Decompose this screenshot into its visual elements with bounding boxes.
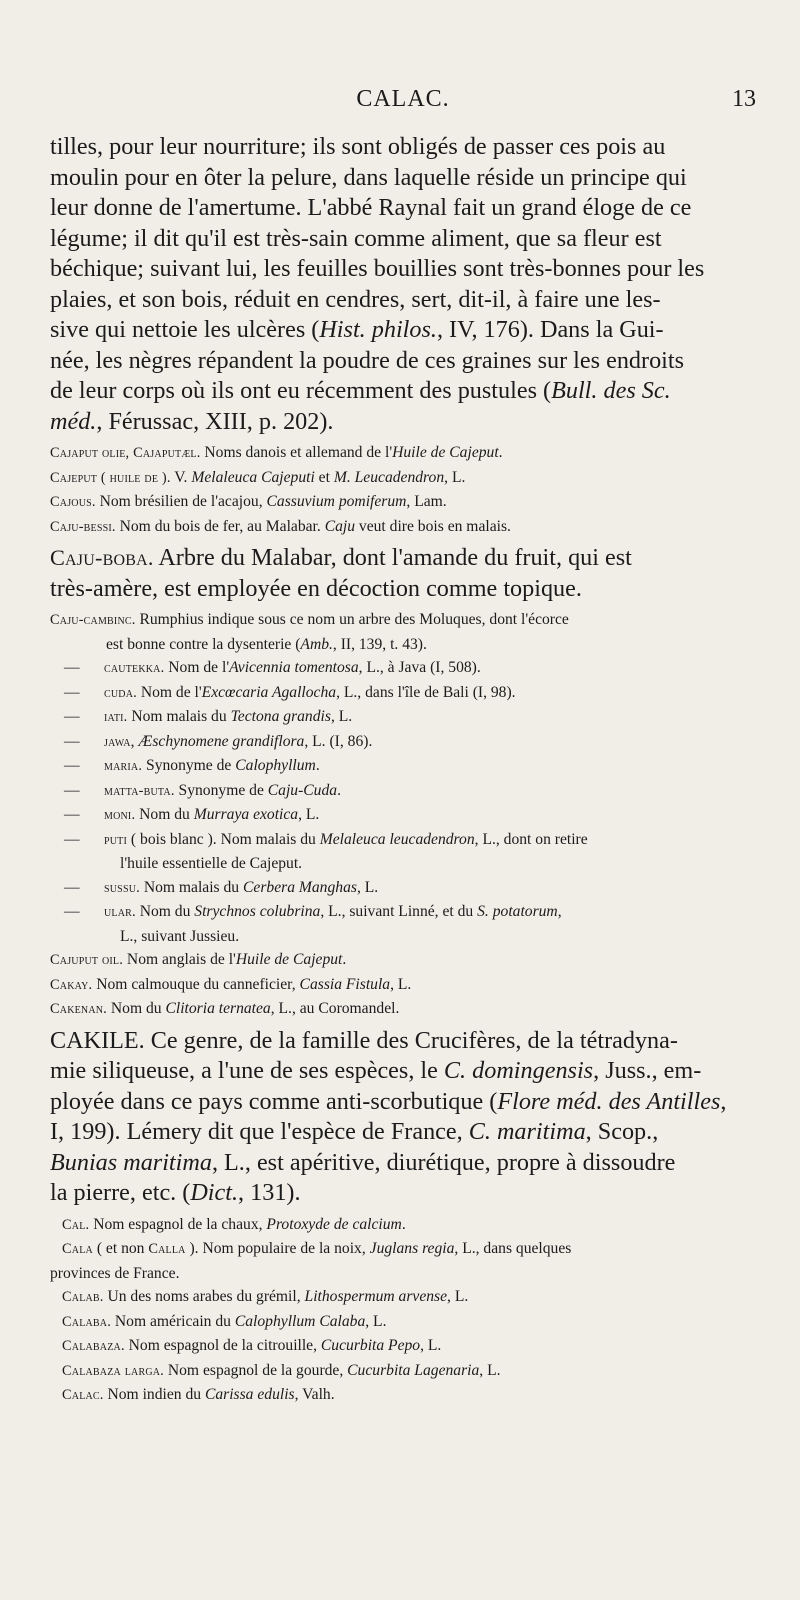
dash-marker: — (64, 903, 80, 920)
page (0, 86, 800, 1600)
species-name: Cassuvium pomiferum (266, 493, 407, 510)
species-name: Caju (324, 517, 356, 535)
entry-headword: moni. (104, 807, 136, 823)
text-run: Nom brésilien de l'acajou, (95, 493, 267, 510)
dash-marker: — (64, 878, 80, 896)
text-run: Nom calmouque du canneficier, (92, 975, 300, 993)
entry-headword: iati. (104, 709, 128, 725)
text-run: Nom indien du (103, 1386, 205, 1403)
entry-headword: Calabaza larga. (62, 1362, 164, 1379)
text-run: , (557, 903, 562, 920)
text-run: . (337, 781, 341, 799)
entry-cakay (50, 973, 756, 998)
species-name: Æschynomene grandiflora (138, 732, 305, 750)
text-line (50, 1056, 756, 1087)
text-line (50, 633, 756, 657)
dash-marker: — (64, 732, 80, 750)
species-name: Caju-Cuda (267, 781, 338, 799)
text-run: , L. (479, 1361, 501, 1379)
text-line (50, 376, 756, 407)
text-line: légume; il dit qu'il est très-sain comme aliment, que sa fleur est (50, 224, 662, 252)
text-line: très-amère, est employée en décoction comme topique. (50, 574, 582, 602)
text-run: ). Nom populaire de la noix, (185, 1240, 370, 1257)
entry-headword: CAKILE. (50, 1026, 145, 1054)
entry-caju-boba (50, 543, 756, 604)
text-run: , L. (330, 708, 353, 725)
entry-cajeput (50, 466, 756, 491)
text-run: , L. (356, 878, 379, 896)
entry-headword: Caju-boba. (50, 545, 154, 570)
sub-entry-ular (50, 900, 756, 925)
text-run: Nom du bois de fer, au Malabar. (115, 517, 325, 535)
entry-headword: Cajeput ( huile de ). (50, 469, 171, 486)
text-run: , L., au Coromandel. (270, 1000, 400, 1017)
running-header (50, 86, 756, 132)
text-run: , Juss., em- (593, 1057, 702, 1084)
entry-headword: puti (104, 831, 128, 848)
text-run: la pierre, etc. ( (50, 1179, 191, 1206)
entry-caju-bessi (50, 515, 756, 540)
species-name: Melaleuca leucadendron (319, 830, 475, 848)
entry-cal (50, 1213, 756, 1238)
text-run: , IV, 176). Dans la Gui- (436, 316, 664, 343)
text-run: . (401, 1215, 406, 1233)
text-run: de leur corps où ils ont eu récemment des pustules ( (50, 377, 552, 404)
text-run: Noms danois et allemand de l' (200, 444, 393, 461)
text-run: V. (170, 468, 192, 486)
text-run: ( bois blanc ). Nom malais du (127, 830, 320, 848)
text-run: , L. (447, 1288, 469, 1305)
species-name: Cucurbita Lagenaria (347, 1361, 480, 1379)
text-run: , L. (I, 86). (304, 732, 373, 750)
citation: Bull. des Sc. (551, 377, 671, 404)
text-line (50, 608, 756, 633)
text-run: Nom espagnol de la chaux, (89, 1215, 267, 1233)
text-run: Synonyme de (142, 757, 236, 774)
species-name: Strychnos colubrina (194, 903, 321, 920)
species-name: Tectona grandis (230, 708, 331, 725)
text-run: Un des noms arabes du grémil, (103, 1288, 305, 1305)
text-run: , L., à Java (I, 508). (358, 659, 481, 676)
dash-marker: — (64, 683, 80, 701)
dash-marker: — (64, 781, 80, 799)
sub-entry-moni (50, 803, 756, 828)
text-run: Ce genre, de la famille des Crucifères, de la tétradyna- (144, 1026, 678, 1054)
text-run: , 131). (238, 1179, 301, 1206)
text-run: Nom de l' (136, 683, 202, 701)
species-name: C. domingensis (443, 1057, 594, 1084)
text-run: , L., suivant Linné, et du (320, 903, 478, 920)
entry-headword: Calac. (62, 1387, 104, 1403)
text-run: Nom du (106, 1000, 166, 1017)
entry-headword: Caju-bessi. (50, 518, 116, 535)
text-run: , Lam. (406, 493, 447, 510)
species-name: Protoxyde de calcium (266, 1215, 402, 1233)
text-run: veut dire bois en malais. (355, 517, 511, 535)
dash-marker: — (64, 806, 80, 823)
text-run: Nom du (135, 806, 194, 823)
text-run: Nom américain du (111, 1312, 235, 1330)
text-run: , L., dans quelques (454, 1240, 572, 1257)
species-name: Excœcaria Agallocha (201, 683, 337, 701)
entry-headword: Cajuput oil. (50, 952, 124, 968)
entry-caju-cambinc (50, 608, 756, 656)
text-run: Arbre du Malabar, dont l'amande du fruit, qui est (153, 544, 632, 571)
running-title: CALAC. (356, 86, 450, 112)
text-run: Rumphius indique sous ce nom un arbre des Moluques, dont l'écorce (135, 611, 569, 628)
text-line: provinces de France. (50, 1264, 180, 1282)
citation: Hist. philos. (319, 316, 437, 343)
entry-calaba (50, 1310, 756, 1335)
text-run: Nom espagnol de la citrouille, (124, 1337, 321, 1354)
species-name: Juglans regia (369, 1240, 455, 1257)
entry-cajaput-olie (50, 441, 756, 466)
text-run: Nom du (135, 903, 195, 920)
text-run: Nom malais du (139, 878, 244, 896)
text-run: , L., dont on retire (474, 830, 588, 848)
entry-headword: Calabaza. (62, 1338, 125, 1354)
species-name: Cucurbita Pepo (320, 1337, 421, 1354)
entry-calab (50, 1285, 756, 1310)
citation: Flore méd. des Antilles (497, 1087, 721, 1115)
species-name: Carissa edulis (204, 1386, 295, 1403)
sub-entry-matta-buta (50, 779, 756, 804)
text-run: , L. (298, 806, 320, 823)
entry-headword: Cal. (62, 1216, 90, 1233)
entry-headword: Caju-cambinc. (50, 612, 136, 628)
sub-entry-list (50, 656, 756, 948)
text-run: Synonyme de (174, 781, 268, 799)
species-name: Lithospermum arvense (304, 1288, 448, 1305)
text-run: ( et non (92, 1240, 149, 1257)
dash-marker: — (64, 708, 80, 725)
dash-marker: — (64, 659, 80, 676)
species-name: Avicennia tomentosa (229, 659, 359, 676)
text-run: , L. (390, 975, 412, 993)
entry-cakenan (50, 997, 756, 1022)
citation: Amb. (300, 635, 333, 653)
entry-cala (50, 1237, 756, 1262)
text-run: , L. (365, 1312, 387, 1330)
species-name: M. Leucadendron (333, 468, 445, 486)
sub-entry-puti (50, 828, 756, 853)
entry-headword: Calab. (62, 1289, 104, 1305)
text-line (50, 1087, 756, 1118)
text-line: née, les nègres répandent la poudre de ces graines sur les endroits (50, 346, 685, 374)
text-line (50, 1148, 756, 1179)
text-line: leur donne de l'amertume. L'abbé Raynal fait un grand éloge de ce (50, 194, 692, 221)
text-line (50, 407, 756, 438)
text-run: . (342, 951, 347, 968)
text-run: , (720, 1087, 727, 1115)
dash-marker: — (64, 830, 80, 848)
text-run: , II, 139, t. 43). (332, 635, 427, 653)
entry-headword: cautekka. (104, 660, 165, 676)
entry-headword: ular. (104, 904, 136, 920)
species-name: Huile de Cajeput (392, 444, 499, 461)
text-run: , L., dans l'île de Bali (I, 98). (336, 683, 516, 701)
text-run: mie siliqueuse, a l'une de ses espèces, le (50, 1057, 444, 1084)
text-run: Nom de l' (164, 659, 230, 676)
text-run: I, 199). Lémery dit que l'espèce de France, (50, 1118, 469, 1145)
entry-headword: matta-buta. (104, 782, 175, 799)
text-run: , (130, 732, 139, 750)
entry-calabaza-larga (50, 1359, 756, 1384)
species-name: Clitoria ternatea (165, 1000, 271, 1017)
text-line: béchique; suivant lui, les feuilles bouillies sont très-bonnes pour les (50, 255, 705, 282)
species-name: Huile de Cajeput (235, 951, 343, 968)
text-run: Nom malais du (127, 708, 231, 725)
text-run: . (315, 757, 320, 774)
entry-cakile (50, 1026, 756, 1209)
text-run: , Scop., (585, 1118, 659, 1145)
entry-headword: maria. (104, 758, 143, 774)
entry-headword: jawa (104, 733, 131, 750)
text-line: l'huile essentielle de Cajeput. (120, 855, 303, 872)
species-name: Murraya exotica (193, 806, 299, 823)
species-name: S. potatorum (477, 903, 558, 920)
entry-headword: sussu. (104, 879, 140, 896)
species-name: Cassia Fistula (299, 975, 391, 993)
text-run: Nom anglais de l' (123, 951, 236, 968)
citation: Dict. (190, 1179, 239, 1206)
text-line (50, 1026, 756, 1057)
entry-cajuput-oil (50, 948, 756, 973)
paragraph-continuation (50, 132, 756, 437)
text-line: tilles, pour leur nourriture; ils sont obligés de passer ces pois au (50, 133, 666, 160)
species-name: Melaleuca Cajeputi (191, 468, 315, 486)
dash-marker: — (64, 757, 80, 774)
sub-entry-iati (50, 705, 756, 730)
species-name: Calophyllum Calaba (234, 1312, 366, 1330)
sub-entry-maria (50, 754, 756, 779)
text-run: ployée dans ce pays comme anti-scorbutique ( (50, 1087, 498, 1115)
text-run: . (498, 444, 503, 461)
text-run: , Valh. (294, 1386, 335, 1403)
sub-entry-jawa (50, 730, 756, 755)
text-line: L., suivant Jussieu. (120, 927, 240, 945)
text-run: , L. (444, 468, 466, 486)
entry-calabaza (50, 1334, 756, 1359)
text-run: , Férussac, XIII, p. 202). (96, 407, 334, 435)
species-name: Calophyllum (235, 757, 316, 774)
text-run: est bonne contre la dysenterie ( (106, 635, 301, 653)
text-line: moulin pour en ôter la pelure, dans laquelle réside un principe qui (50, 163, 687, 191)
entry-headword: Cajous. (50, 494, 96, 510)
entry-headword: Cakenan. (50, 1001, 107, 1017)
entry-headword: Cala (62, 1241, 93, 1257)
species-name: Cerbera Manghas (243, 878, 357, 896)
entry-headword: Calla (148, 1241, 186, 1257)
entry-headword: cuda. (104, 684, 137, 701)
entry-headword: Cajaput olie, Cajaputæl. (50, 445, 201, 461)
sub-entry-cautekka (50, 656, 756, 681)
species-name: C. maritima (468, 1118, 586, 1145)
sub-entry-sussu (50, 876, 756, 901)
citation: méd. (50, 407, 97, 435)
text-run: sive qui nettoie les ulcères ( (50, 316, 320, 343)
text-line (50, 1178, 756, 1209)
entry-cajous (50, 490, 756, 515)
text-run: , L. (420, 1337, 442, 1354)
sub-entry-cuda (50, 681, 756, 706)
entry-headword: Calaba. (62, 1313, 111, 1330)
text-run: et (314, 468, 334, 486)
entry-calac (50, 1383, 756, 1408)
text-line (50, 543, 756, 574)
text-run: Nom espagnol de la gourde, (163, 1361, 348, 1379)
text-line (50, 315, 756, 346)
text-line (50, 1117, 756, 1148)
page-number: 13 (732, 86, 756, 112)
species-name: Bunias maritima (50, 1148, 212, 1176)
entry-headword: Cakay. (50, 976, 93, 993)
text-run: , L., est apéritive, diurétique, propre à dissoudre (211, 1148, 676, 1176)
text-line: plaies, et son bois, réduit en cendres, sert, dit-il, à faire une les- (50, 285, 661, 313)
